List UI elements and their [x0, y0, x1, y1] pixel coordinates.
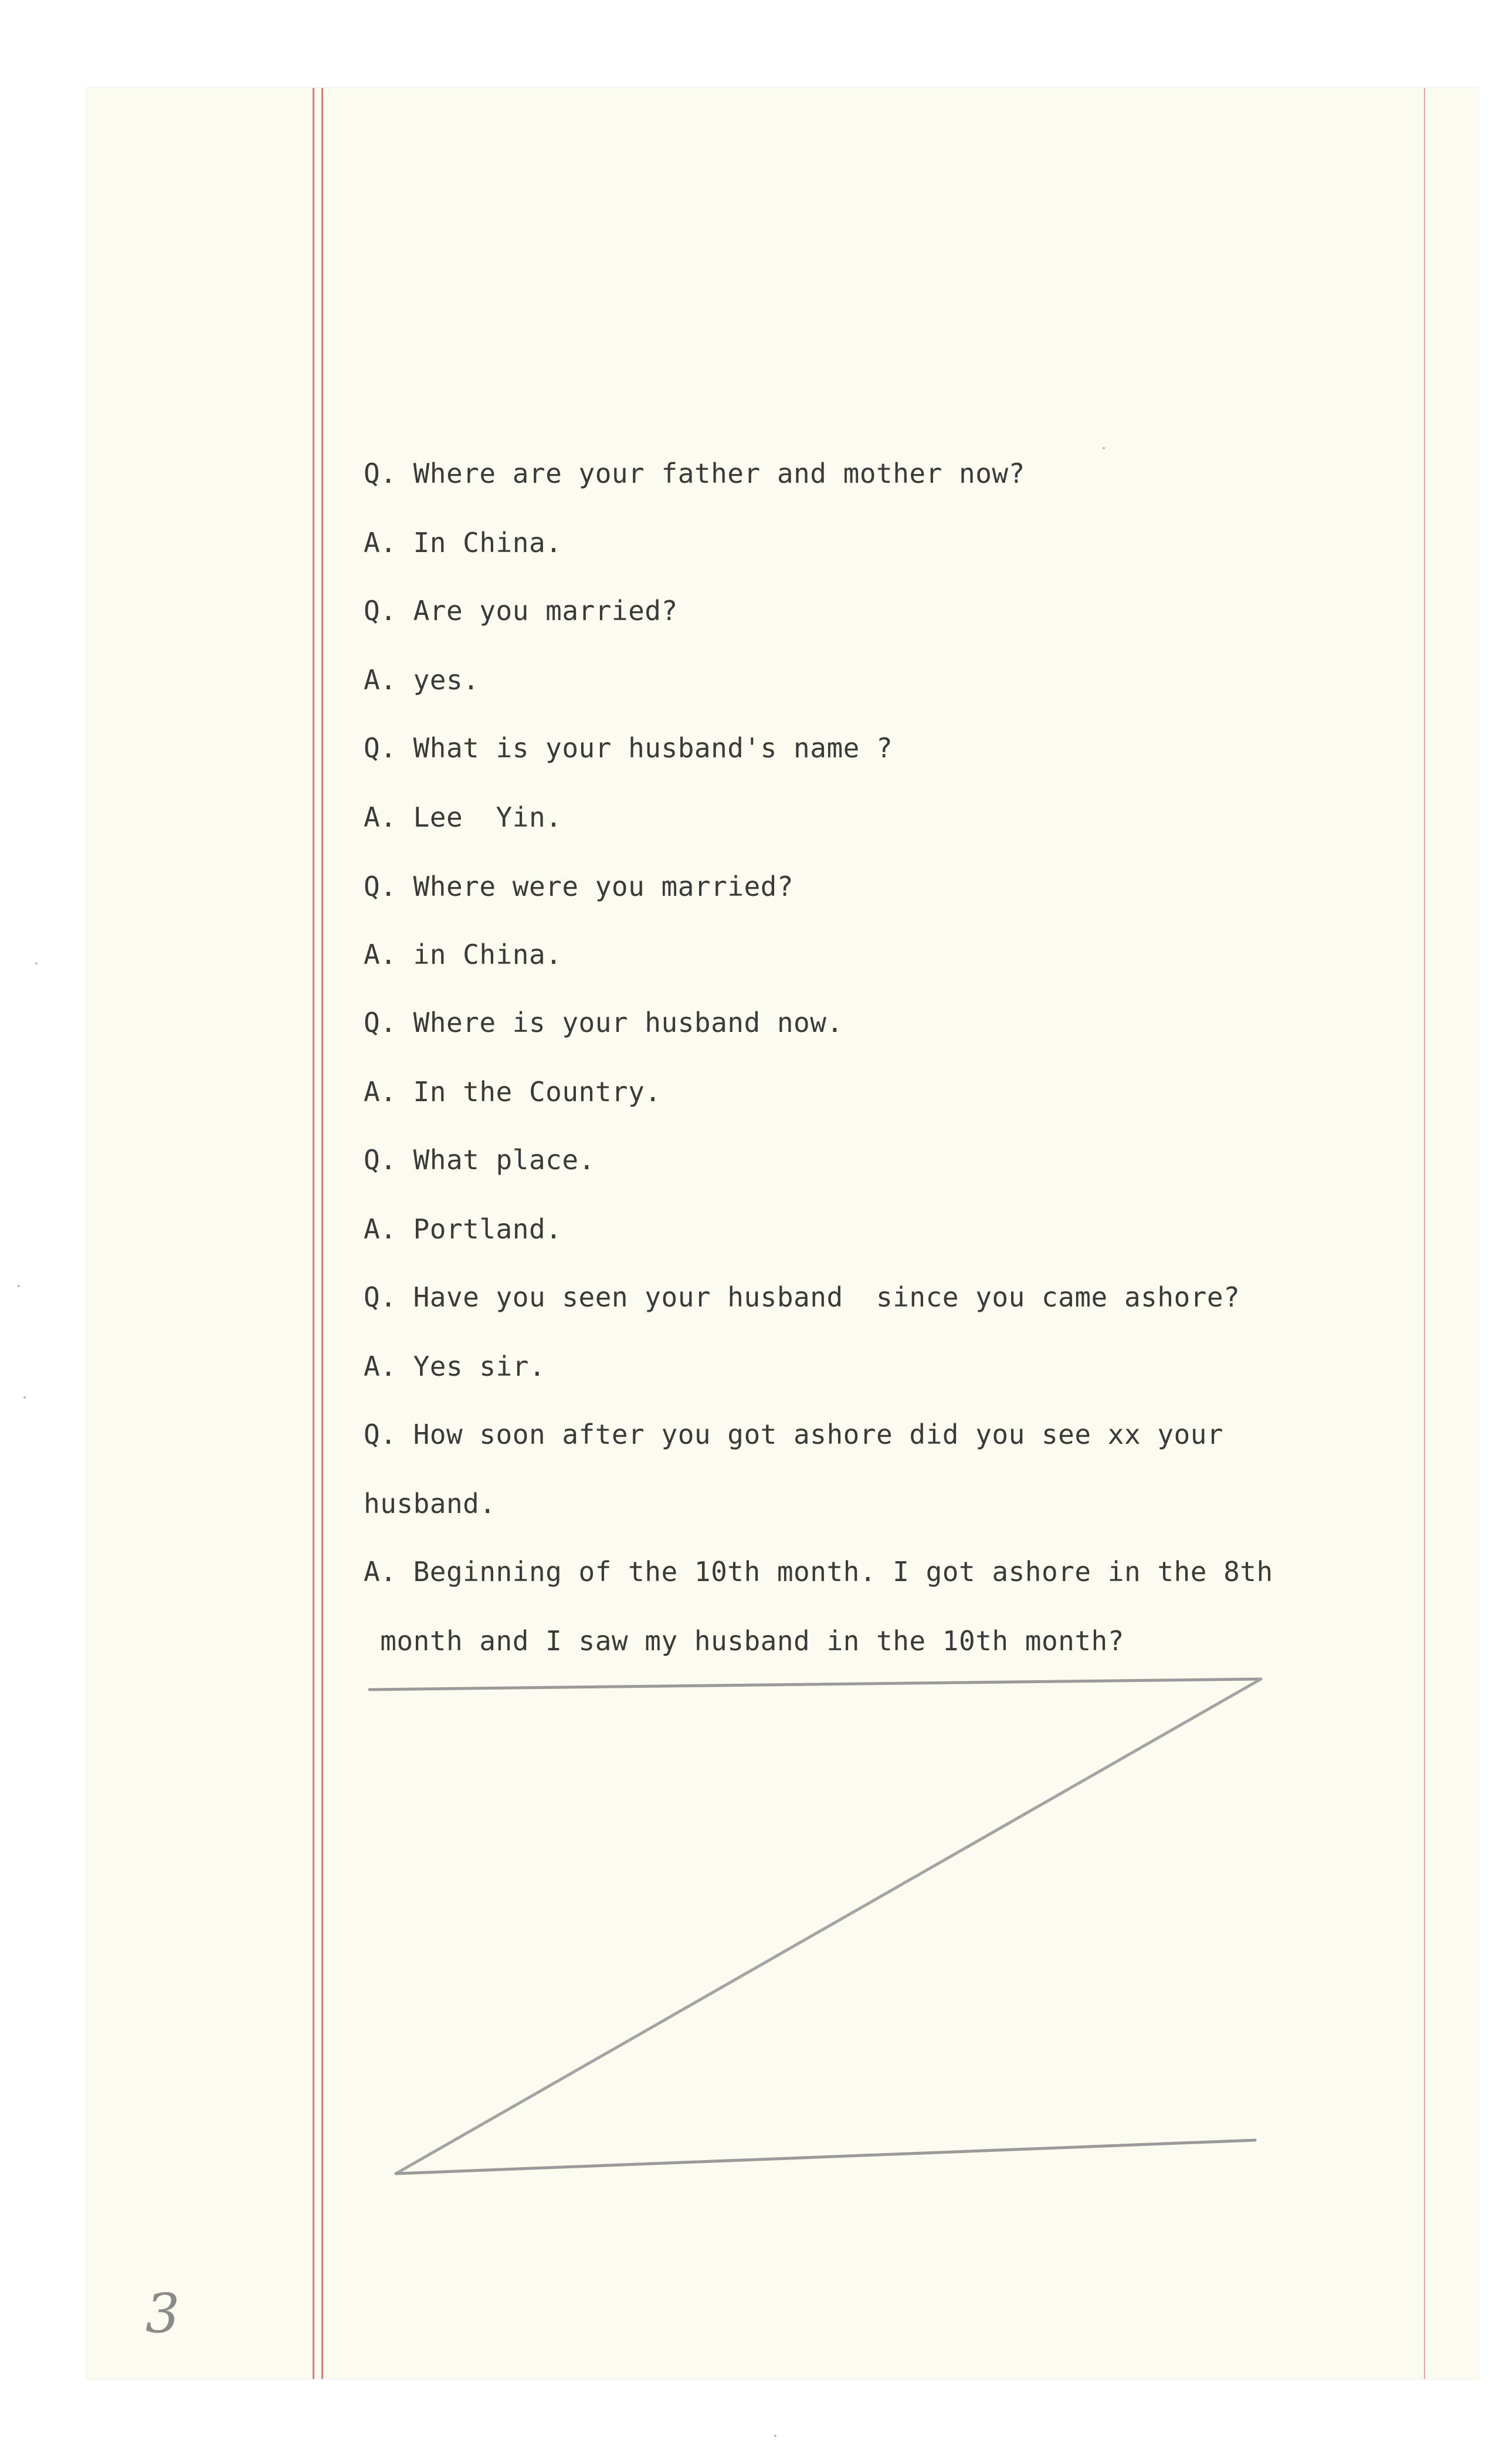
transcript-line-q4: Q. Where were you married?	[364, 871, 794, 902]
handwritten-page-number: 3	[145, 2282, 180, 2345]
transcript-line-q3: Q. What is your husband's name ?	[364, 732, 893, 764]
left-margin-red-line-inner	[321, 88, 323, 2379]
scan-speck	[1103, 447, 1105, 449]
transcript-line-a6: A. Portland.	[364, 1213, 562, 1245]
transcript-line-q7: Q. Have you seen your husband since you came ashore?	[364, 1281, 1240, 1313]
transcript-line-a8-cont: month and I saw my husband in the 10th month?	[364, 1625, 1124, 1657]
right-margin-red-line	[1424, 88, 1425, 2379]
transcript-line-q8-cont: husband.	[364, 1488, 496, 1519]
transcript-line-q6: Q. What place.	[364, 1144, 595, 1176]
scan-speck	[774, 2435, 776, 2437]
transcript-line-a3: A. Lee Yin.	[364, 801, 562, 833]
transcript-line-a7: A. Yes sir.	[364, 1351, 546, 1382]
transcript-line-q1: Q. Where are your father and mother now?	[364, 458, 1025, 489]
transcript-line-a2: A. yes.	[364, 664, 480, 696]
left-margin-red-line	[313, 88, 314, 2379]
scan-speck	[18, 1285, 20, 1287]
transcript-line-a4: A. in China.	[364, 939, 562, 970]
transcript-line-q5: Q. Where is your husband now.	[364, 1007, 843, 1038]
transcript-line-q8: Q. How soon after you got ashore did you see xx your	[364, 1419, 1224, 1450]
transcript-line-a5: A. In the Country.	[364, 1076, 662, 1108]
scan-speck	[23, 1396, 26, 1399]
scan-speck	[35, 962, 38, 964]
transcript-line-a8: A. Beginning of the 10th month. I got ashore in the 8th	[364, 1556, 1273, 1588]
transcript-line-q2: Q. Are you married?	[364, 595, 678, 627]
transcript-line-a1: A. In China.	[364, 527, 562, 559]
document-page	[87, 88, 1478, 2379]
